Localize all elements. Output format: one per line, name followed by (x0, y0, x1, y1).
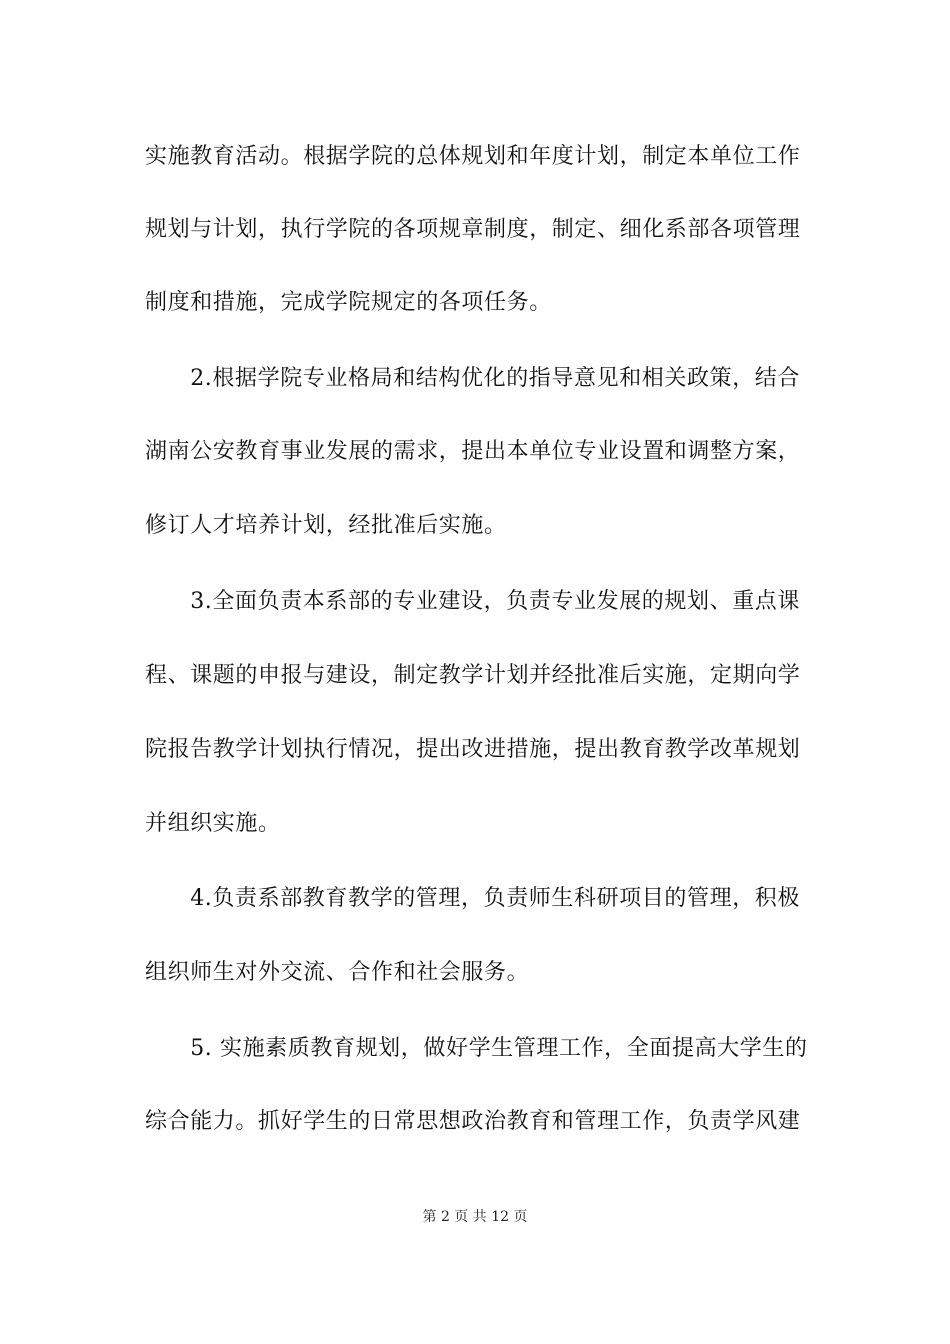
body-text-line: 综合能力。抓好学生的日常思想政治教育和管理工作，负责学风建 (145, 1109, 801, 1134)
body-text-line: 实施教育活动。根据学院的总体规划和年度计划，制定本单位工作 (145, 144, 801, 169)
body-text-line: 规划与计划，执行学院的各项规章制度，制定、细化系部各项管理 (145, 217, 801, 242)
body-text-line: 修订人才培养计划，经批准后实施。 (145, 513, 507, 538)
body-text-line: 并组织实施。 (145, 811, 281, 836)
page-footer (0, 1207, 950, 1227)
body-text-line: 组织师生对外交流、合作和社会服务。 (145, 960, 530, 985)
body-text-line: 程、课题的申报与建设，制定教学计划并经批准后实施，定期向学 (145, 663, 801, 688)
body-text-line: 2.根据学院专业格局和结构优化的指导意见和相关政策，结合 (145, 366, 800, 391)
page-number: 第 2 页 共 12 页 (422, 1209, 528, 1225)
body-text-line: 制度和措施，完成学院规定的各项任务。 (145, 290, 552, 315)
body-text-line: 3.全面负责本系部的专业建设，负责专业发展的规划、重点课 (145, 589, 800, 614)
body-text-line: 5. 实施素质教育规划，做好学生管理工作，全面提高大学生的 (145, 1036, 808, 1061)
body-text-line: 院报告教学计划执行情况，提出改进措施，提出教育教学改革规划 (145, 737, 801, 762)
body-text-line: 4.负责系部教育教学的管理，负责师生科研项目的管理，积极 (145, 886, 800, 911)
body-text-line: 湖南公安教育事业发展的需求，提出本单位专业设置和调整方案， (145, 439, 801, 464)
